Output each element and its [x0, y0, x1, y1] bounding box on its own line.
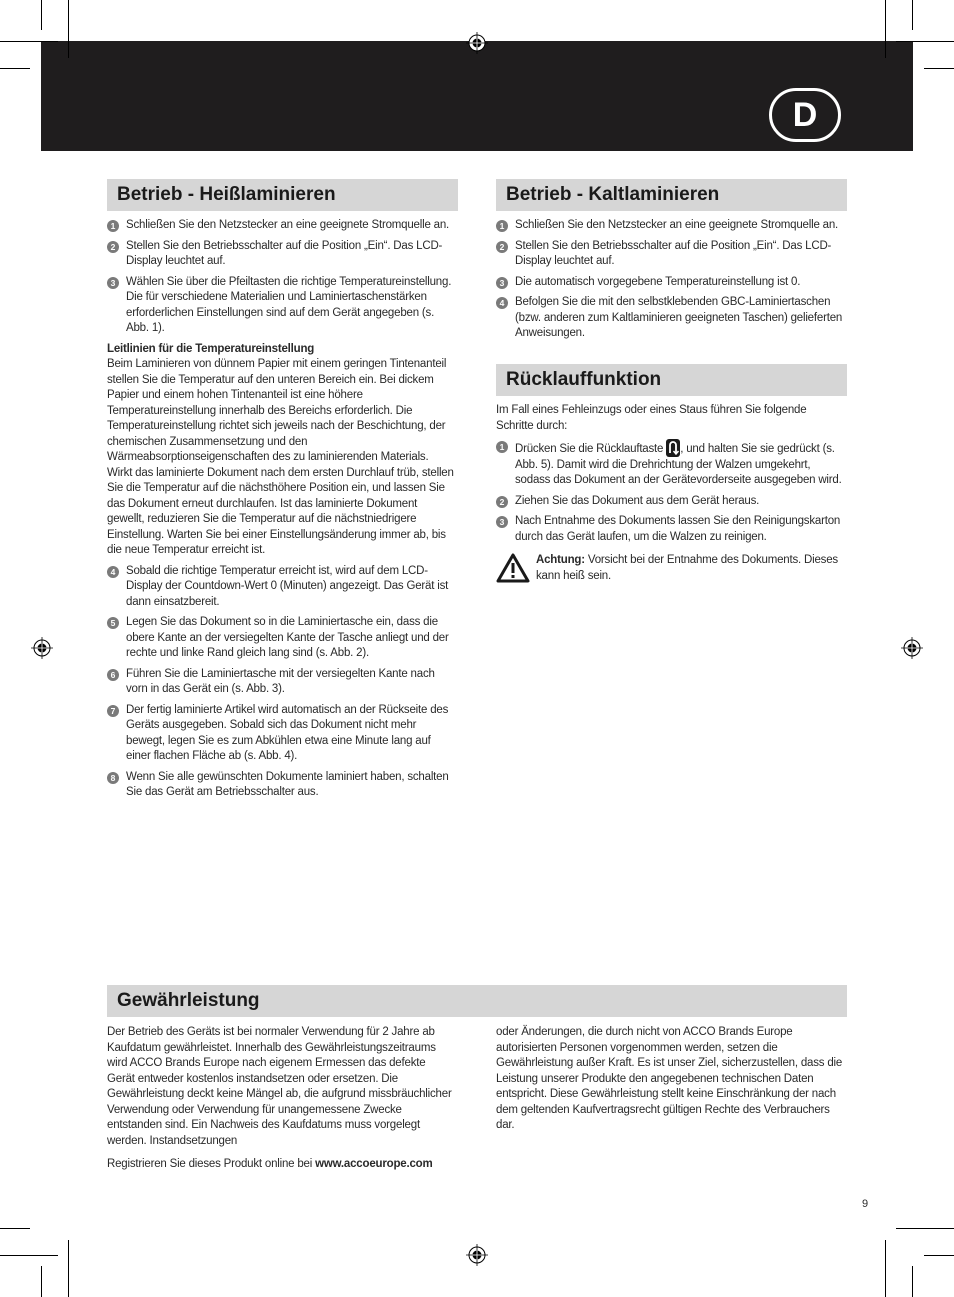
- crop-mark: [912, 0, 913, 30]
- step-number: 3: [107, 277, 119, 289]
- list-item: [496, 218, 844, 234]
- step-number: 4: [496, 297, 508, 309]
- crop-mark: [68, 1240, 69, 1297]
- reverse-intro: Im Fall eines Fehleinzugs oder eines Staus führen Sie folgende Schritte durch:: [496, 404, 807, 432]
- step-text: Legen Sie das Dokument so in die Laminiertasche ein, dass die obere Kante an der versiegelten Kante der Tasche anliegt und der rechte und linke Rand gleich lang sind (s. Abb. 2).: [126, 616, 449, 659]
- crop-mark: [41, 0, 42, 30]
- warranty-right-column: [496, 1025, 846, 1139]
- step-number: 3: [496, 277, 508, 289]
- guide-text: Beim Laminieren von dünnem Papier mit einem geringen Tintenanteil stellen Sie die Temperatur auf den unteren Bereich ein. Bei dickem Papier und einem hohen Tintenanteil ist eine höhere Temperatureinstellung innerhalb des Bereichs erforderlich. Die Temperatureinstellung richtet sich jeweils nach der Beschichtung, der chemischen Zusammensetzung und den Wärmeabsorptionseigenschaften des zu laminierenden Materials. Wirkt das laminierte Dokument nach dem ersten Durchlauf trüb, stellen Sie die Temperatur auf die nächsthöhere Position ein, und lassen Sie das Dokument erneut durchlaufen. Ist das laminierte Dokument gewellt, reduzieren Sie die Temperatur auf die nächstniedrigere Einstellung. Warten Sie bei einer Einstellungsänderung immer ab, bis die neue Temperatur erreicht ist.: [107, 358, 454, 556]
- warranty-left-column: [107, 1025, 453, 1178]
- section-title-reverse: Rücklauffunktion: [496, 364, 847, 396]
- crop-mark: [41, 1266, 42, 1297]
- list-item: [496, 514, 844, 545]
- crop-mark: [0, 68, 30, 69]
- step-number: 2: [496, 496, 508, 508]
- section-title-hot: Betrieb - Heißlaminieren: [107, 179, 458, 211]
- step-text: Die automatisch vorgegebene Temperatureinstellung ist 0.: [515, 275, 801, 288]
- language-badge: D: [769, 88, 841, 142]
- list-item: [107, 564, 455, 611]
- step-text: Ziehen Sie das Dokument aus dem Gerät heraus.: [515, 494, 760, 507]
- step-text: Sobald die richtige Temperatur erreicht ist, wird auf dem LCD-Display der Countdown-Wert 0 (Minuten) angezeigt. Das Gerät ist dann einsatzbereit.: [126, 564, 449, 608]
- reverse-column: [496, 403, 844, 587]
- crop-mark: [924, 68, 954, 69]
- warning-text: Vorsicht bei der Entnahme des Dokuments. Dieses kann heiß sein.: [536, 554, 838, 582]
- section-title-warranty: Gewährleistung: [107, 985, 847, 1017]
- section-title-cold: Betrieb - Kaltlaminieren: [496, 179, 847, 211]
- crop-mark: [896, 1228, 954, 1229]
- registration-mark-icon: [466, 1244, 488, 1266]
- registration-mark-icon: [466, 32, 488, 54]
- reverse-button-icon: [666, 439, 680, 457]
- step-number: 8: [107, 772, 119, 784]
- step-number: 4: [107, 566, 119, 578]
- step-number: 1: [496, 220, 508, 232]
- step-text: Schließen Sie den Netzstecker an eine geeignete Stromquelle an.: [126, 219, 450, 231]
- step-text: Wenn Sie alle gewünschten Dokumente laminiert haben, schalten Sie das Gerät am Betriebsschalter aus.: [126, 770, 449, 798]
- warranty-left-text: Der Betrieb des Geräts ist bei normaler Verwendung für 2 Jahre ab Kaufdatum gewährleistet. Innerhalb des Gewährleistungszeitraums wird ACCO Brands Europe nach eigenem Ermessen das defekte Gerät entweder kostenlos instandsetzen oder ersetzen. Die Gewährleistung deckt keine Mängel ab, die aufgrund missbräuchlicher Verwendung oder Verwendung für unangemessene Zwecke entstanden sind. Ein Nachweis des Kaufdatums muss vorgelegt werden. Instandsetzungen: [107, 1026, 452, 1147]
- step-number: 2: [107, 241, 119, 253]
- registration-mark-icon: [31, 637, 53, 659]
- register-text: Registrieren Sie dieses Produkt online bei: [107, 1158, 316, 1170]
- list-item: [107, 703, 455, 765]
- step-text: Wählen Sie über die Pfeiltasten die richtige Temperatureinstellung. Die für verschiedene Materialien und Laminiertaschenstärken erforderlichen Einstellungen sind auf dem Gerät angegeben (s. Abb. 1).: [126, 275, 452, 334]
- step-number: 7: [107, 705, 119, 717]
- crop-mark: [896, 41, 954, 42]
- cold-column: [496, 218, 844, 347]
- list-item: [496, 494, 844, 510]
- warning-note: [496, 553, 844, 587]
- warning-icon: [496, 553, 530, 583]
- step-number: 3: [496, 516, 508, 528]
- list-item: [107, 770, 455, 801]
- list-item: [496, 239, 844, 270]
- list-item: [107, 615, 455, 662]
- step-number: 1: [496, 441, 508, 453]
- list-item: [107, 667, 455, 698]
- list-item: [496, 439, 844, 489]
- register-link[interactable]: www.accoeurope.com: [315, 1158, 433, 1170]
- step-text: Schließen Sie den Netzstecker an eine geeignete Stromquelle an.: [515, 219, 839, 231]
- crop-mark: [885, 0, 886, 58]
- list-item: [496, 275, 844, 291]
- crop-mark: [924, 1255, 954, 1256]
- crop-mark: [68, 0, 69, 58]
- warranty-right-text: oder Änderungen, die durch nicht von ACCO Brands Europe autorisierten Personen vorgenommen werden, setzen die Gewährleistung außer Kraft. Es ist unser Ziel, sicherzustellen, dass die Leistung unserer Produkte den angegebenen technischen Daten entspricht. Diese Gewährleistung stellt keine Einschränkung der nach dem geltenden Kaufvertragsrecht gültigen Rechte des Verbrauchers dar.: [496, 1026, 843, 1131]
- step-text: Der fertig laminierte Artikel wird automatisch an der Rückseite des Geräts ausgegeben. Sobald sich das Dokument nicht mehr bewegt, legen Sie es zum Abkühlen etwa eine Minute lang auf einer flachen Fläche ab (s. Abb. 4).: [126, 703, 449, 762]
- step-number: 2: [496, 241, 508, 253]
- crop-mark: [0, 1228, 30, 1229]
- step-text: Nach Entnahme des Dokuments lassen Sie den Reinigungskarton durch das Gerät laufen, um die Walzen zu reinigen.: [515, 515, 841, 543]
- list-item: [107, 218, 455, 234]
- crop-mark: [0, 1255, 58, 1256]
- warning-label: Achtung:: [536, 554, 585, 566]
- register-note: [107, 1157, 453, 1173]
- list-item: [107, 239, 455, 270]
- list-item: [496, 295, 844, 342]
- step-number: 5: [107, 617, 119, 629]
- step-text: Stellen Sie den Betriebsschalter auf die Position „Ein“. Das LCD-Display leuchtet auf.: [126, 239, 443, 267]
- crop-mark: [885, 1240, 886, 1297]
- hot-column: [107, 218, 455, 806]
- crop-mark: [0, 41, 58, 42]
- reverse-step1-text: Drücken Sie die Rücklauftaste: [515, 443, 664, 455]
- step-number: 1: [107, 220, 119, 232]
- page-number: 9: [862, 1198, 869, 1210]
- step-number: 6: [107, 669, 119, 681]
- step-text: Führen Sie die Laminiertasche mit der versiegelten Kante nach vorn in das Gerät ein (s. Abb. 3).: [126, 667, 435, 695]
- guide-title: Leitlinien für die Temperatureinstellung: [107, 342, 315, 355]
- step-text: Stellen Sie den Betriebsschalter auf die Position „Ein“. Das LCD-Display leuchtet auf.: [515, 239, 832, 267]
- step-text: Befolgen Sie die mit den selbstklebenden GBC-Laminiertaschen (bzw. anderen zum Kaltlaminieren geeigneten Taschen) gelieferten Anweisungen.: [515, 296, 843, 339]
- registration-mark-icon: [901, 637, 923, 659]
- reverse-step1-rest: , und halten Sie sie gedrückt (s. Abb. 5). Damit wird die Drehrichtung der Walzen umgekehrt, sodass das Dokument an der Gerätevorderseite ausgegeben wird.: [515, 443, 842, 486]
- crop-mark: [912, 1266, 913, 1297]
- list-item: [107, 275, 455, 337]
